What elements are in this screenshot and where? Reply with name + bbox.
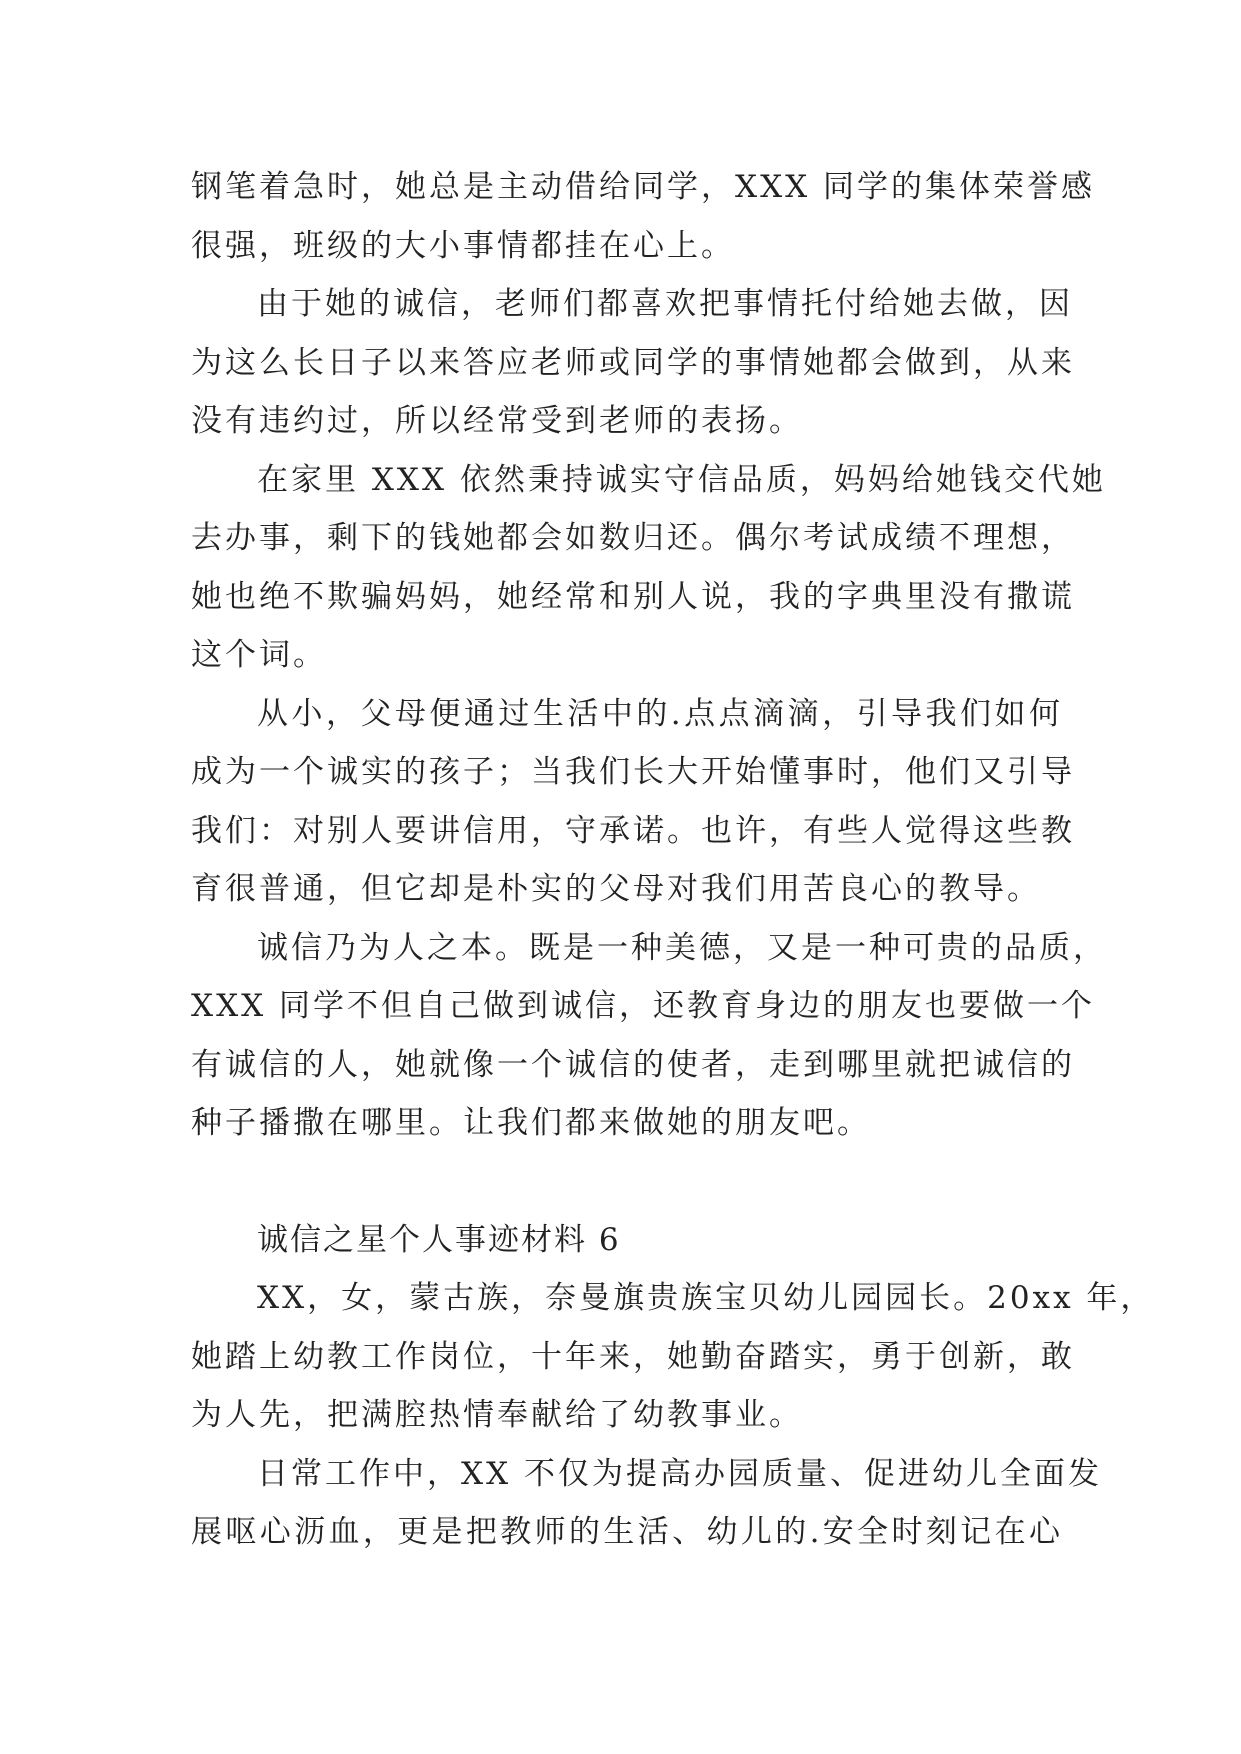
text-line: 日常工作中，XX 不仅为提高办园质量、促进幼儿全面发	[257, 1455, 1102, 1492]
text-line: 诚信乃为人之本。既是一种美德，又是一种可贵的品质，	[257, 929, 1107, 966]
text-line: XXX 同学不但自己做到诚信，还教育身边的朋友也要做一个	[191, 988, 1096, 1024]
paragraph	[191, 685, 1075, 919]
section-heading: 诚信之星个人事迹材料 6	[257, 1221, 621, 1258]
paragraph	[191, 1269, 1155, 1445]
text-line: 去办事，剩下的钱她都会如数归还。偶尔考试成绩不理想，	[191, 520, 1075, 556]
document-body	[191, 158, 1155, 1562]
paragraph	[191, 919, 1107, 1153]
text-line: 她也绝不欺骗妈妈，她经常和别人说，我的字典里没有撒谎	[191, 578, 1075, 615]
section-gap	[191, 1153, 1063, 1211]
text-line: 我们：对别人要讲信用，守承诺。也许，有些人觉得这些教	[191, 812, 1075, 849]
text-line: 由于她的诚信，老师们都喜欢把事情托付给她去做，因	[257, 286, 1073, 322]
text-line: 展呕心沥血，更是把教师的生活、幼儿的.安全时刻记在心	[191, 1514, 1063, 1550]
paragraph	[191, 1445, 1102, 1562]
text-line: XX，女，蒙古族，奈曼旗贵族宝贝幼儿园园长。20xx 年，	[257, 1280, 1155, 1316]
text-line: 有诚信的人，她就像一个诚信的使者，走到哪里就把诚信的	[191, 1046, 1075, 1083]
text-line: 在家里 XXX 依然秉持诚实守信品质，妈妈给她钱交代她	[257, 461, 1106, 498]
text-line: 钢笔着急时，她总是主动借给同学，XXX 同学的集体荣誉感	[191, 169, 1096, 205]
text-line: 种子播撒在哪里。让我们都来做她的朋友吧。	[191, 1105, 871, 1141]
paragraph	[191, 451, 1106, 685]
paragraph	[191, 275, 1075, 451]
text-line: 这个词。	[191, 637, 327, 673]
text-line: 没有违约过，所以经常受到老师的表扬。	[191, 403, 803, 439]
text-line: 很强，班级的大小事情都挂在心上。	[191, 227, 735, 264]
text-line: 育很普通，但它却是朴实的父母对我们用苦良心的教导。	[191, 871, 1041, 907]
text-line: 为这么长日子以来答应老师或同学的事情她都会做到，从来	[191, 344, 1075, 381]
text-line: 成为一个诚实的孩子；当我们长大开始懂事时，他们又引导	[191, 754, 1075, 790]
text-line: 她踏上幼教工作岗位，十年来，她勤奋踏实，勇于创新，敢	[191, 1338, 1075, 1375]
text-line: 为人先，把满腔热情奉献给了幼教事业。	[191, 1397, 803, 1433]
paragraph	[191, 158, 1096, 275]
text-line: 从小，父母便通过生活中的.点点滴滴，引导我们如何	[257, 695, 1063, 732]
